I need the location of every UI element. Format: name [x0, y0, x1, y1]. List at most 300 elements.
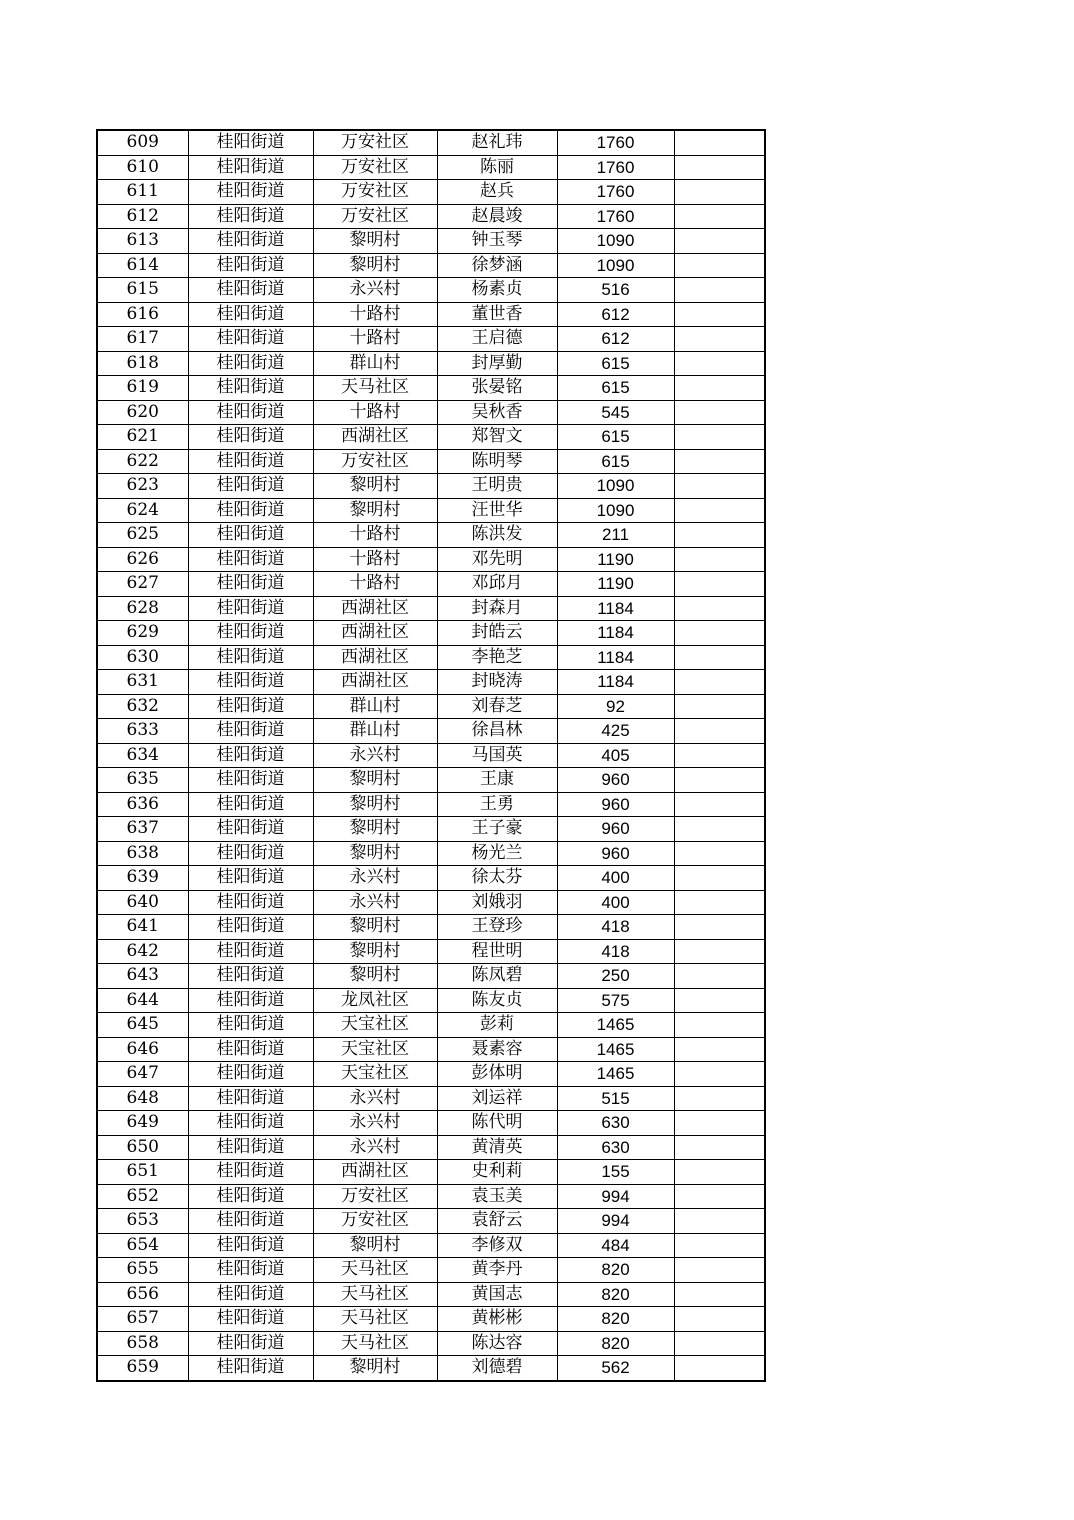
- community-cell: 黎明村: [313, 915, 437, 940]
- remark-cell: [674, 1135, 765, 1160]
- remark-cell: [674, 792, 765, 817]
- amount-cell: 92: [557, 694, 674, 719]
- row-number-cell: 643: [97, 964, 188, 989]
- remark-cell: [674, 915, 765, 940]
- street-cell: 桂阳街道: [188, 498, 313, 523]
- row-number-cell: 615: [97, 278, 188, 303]
- table-row: [97, 1062, 765, 1087]
- community-cell: 永兴村: [313, 1111, 437, 1136]
- remark-cell: [674, 866, 765, 891]
- person-name-cell: 王子豪: [437, 817, 557, 842]
- row-number-cell: 617: [97, 327, 188, 352]
- row-number-cell: 616: [97, 302, 188, 327]
- row-number-cell: 609: [97, 130, 188, 155]
- remark-cell: [674, 204, 765, 229]
- street-cell: 桂阳街道: [188, 327, 313, 352]
- community-cell: 永兴村: [313, 278, 437, 303]
- table-row: [97, 1209, 765, 1234]
- street-cell: 桂阳街道: [188, 964, 313, 989]
- table-row: [97, 1184, 765, 1209]
- table-row: [97, 596, 765, 621]
- amount-cell: 400: [557, 866, 674, 891]
- table-row: [97, 523, 765, 548]
- person-name-cell: 董世香: [437, 302, 557, 327]
- amount-cell: 1190: [557, 572, 674, 597]
- person-name-cell: 王勇: [437, 792, 557, 817]
- table-row: [97, 351, 765, 376]
- street-cell: 桂阳街道: [188, 1135, 313, 1160]
- amount-cell: 516: [557, 278, 674, 303]
- street-cell: 桂阳街道: [188, 1331, 313, 1356]
- row-number-cell: 647: [97, 1062, 188, 1087]
- community-cell: 天马社区: [313, 1282, 437, 1307]
- remark-cell: [674, 1086, 765, 1111]
- street-cell: 桂阳街道: [188, 768, 313, 793]
- remark-cell: [674, 229, 765, 254]
- row-number-cell: 652: [97, 1184, 188, 1209]
- street-cell: 桂阳街道: [188, 719, 313, 744]
- street-cell: 桂阳街道: [188, 645, 313, 670]
- community-cell: 群山村: [313, 351, 437, 376]
- amount-cell: 1190: [557, 547, 674, 572]
- remark-cell: [674, 939, 765, 964]
- community-cell: 十路村: [313, 400, 437, 425]
- amount-cell: 1090: [557, 229, 674, 254]
- amount-cell: 575: [557, 988, 674, 1013]
- community-cell: 永兴村: [313, 743, 437, 768]
- person-name-cell: 陈代明: [437, 1111, 557, 1136]
- row-number-cell: 631: [97, 670, 188, 695]
- person-name-cell: 赵兵: [437, 180, 557, 205]
- amount-cell: 1760: [557, 155, 674, 180]
- community-cell: 西湖社区: [313, 645, 437, 670]
- row-number-cell: 646: [97, 1037, 188, 1062]
- row-number-cell: 624: [97, 498, 188, 523]
- amount-cell: 615: [557, 425, 674, 450]
- community-cell: 万安社区: [313, 130, 437, 155]
- community-cell: 黎明村: [313, 792, 437, 817]
- amount-cell: 630: [557, 1135, 674, 1160]
- row-number-cell: 622: [97, 449, 188, 474]
- community-cell: 万安社区: [313, 180, 437, 205]
- community-cell: 西湖社区: [313, 1160, 437, 1185]
- community-cell: 西湖社区: [313, 670, 437, 695]
- amount-cell: 1465: [557, 1062, 674, 1087]
- remark-cell: [674, 841, 765, 866]
- street-cell: 桂阳街道: [188, 670, 313, 695]
- remark-cell: [674, 768, 765, 793]
- amount-cell: 994: [557, 1184, 674, 1209]
- table-body: [97, 130, 765, 1381]
- amount-cell: 155: [557, 1160, 674, 1185]
- amount-cell: 1465: [557, 1013, 674, 1038]
- street-cell: 桂阳街道: [188, 743, 313, 768]
- street-cell: 桂阳街道: [188, 890, 313, 915]
- row-number-cell: 630: [97, 645, 188, 670]
- community-cell: 万安社区: [313, 1209, 437, 1234]
- table-row: [97, 498, 765, 523]
- row-number-cell: 629: [97, 621, 188, 646]
- person-name-cell: 马国英: [437, 743, 557, 768]
- street-cell: 桂阳街道: [188, 1037, 313, 1062]
- remark-cell: [674, 1233, 765, 1258]
- row-number-cell: 656: [97, 1282, 188, 1307]
- remark-cell: [674, 253, 765, 278]
- community-cell: 黎明村: [313, 768, 437, 793]
- row-number-cell: 639: [97, 866, 188, 891]
- amount-cell: 630: [557, 1111, 674, 1136]
- street-cell: 桂阳街道: [188, 351, 313, 376]
- community-cell: 黎明村: [313, 229, 437, 254]
- table-row: [97, 1307, 765, 1332]
- remark-cell: [674, 890, 765, 915]
- amount-cell: 820: [557, 1307, 674, 1332]
- community-cell: 天马社区: [313, 1307, 437, 1332]
- amount-cell: 1760: [557, 130, 674, 155]
- person-name-cell: 李修双: [437, 1233, 557, 1258]
- community-cell: 西湖社区: [313, 621, 437, 646]
- person-name-cell: 赵礼玮: [437, 130, 557, 155]
- row-number-cell: 642: [97, 939, 188, 964]
- row-number-cell: 612: [97, 204, 188, 229]
- community-cell: 天宝社区: [313, 1037, 437, 1062]
- remark-cell: [674, 130, 765, 155]
- person-name-cell: 封森月: [437, 596, 557, 621]
- amount-cell: 612: [557, 302, 674, 327]
- person-name-cell: 王明贵: [437, 474, 557, 499]
- street-cell: 桂阳街道: [188, 400, 313, 425]
- community-cell: 万安社区: [313, 449, 437, 474]
- person-name-cell: 邓先明: [437, 547, 557, 572]
- person-name-cell: 吴秋香: [437, 400, 557, 425]
- person-name-cell: 陈丽: [437, 155, 557, 180]
- person-name-cell: 聂素容: [437, 1037, 557, 1062]
- street-cell: 桂阳街道: [188, 1086, 313, 1111]
- street-cell: 桂阳街道: [188, 204, 313, 229]
- person-name-cell: 徐太芬: [437, 866, 557, 891]
- amount-cell: 484: [557, 1233, 674, 1258]
- person-name-cell: 封皓云: [437, 621, 557, 646]
- community-cell: 黎明村: [313, 817, 437, 842]
- amount-cell: 418: [557, 915, 674, 940]
- remark-cell: [674, 351, 765, 376]
- table-row: [97, 180, 765, 205]
- row-number-cell: 614: [97, 253, 188, 278]
- table-row: [97, 1356, 765, 1381]
- street-cell: 桂阳街道: [188, 866, 313, 891]
- street-cell: 桂阳街道: [188, 596, 313, 621]
- amount-cell: 400: [557, 890, 674, 915]
- remark-cell: [674, 1331, 765, 1356]
- amount-cell: 1184: [557, 596, 674, 621]
- person-name-cell: 王康: [437, 768, 557, 793]
- table-row: [97, 155, 765, 180]
- row-number-cell: 655: [97, 1258, 188, 1283]
- table-row: [97, 719, 765, 744]
- remark-cell: [674, 1356, 765, 1381]
- street-cell: 桂阳街道: [188, 547, 313, 572]
- remark-cell: [674, 302, 765, 327]
- remark-cell: [674, 425, 765, 450]
- remark-cell: [674, 155, 765, 180]
- amount-cell: 1760: [557, 180, 674, 205]
- remark-cell: [674, 376, 765, 401]
- remark-cell: [674, 670, 765, 695]
- amount-cell: 1184: [557, 645, 674, 670]
- amount-cell: 418: [557, 939, 674, 964]
- remark-cell: [674, 1013, 765, 1038]
- person-name-cell: 彭体明: [437, 1062, 557, 1087]
- row-number-cell: 636: [97, 792, 188, 817]
- amount-cell: 250: [557, 964, 674, 989]
- row-number-cell: 610: [97, 155, 188, 180]
- row-number-cell: 659: [97, 1356, 188, 1381]
- amount-cell: 960: [557, 792, 674, 817]
- street-cell: 桂阳街道: [188, 915, 313, 940]
- row-number-cell: 649: [97, 1111, 188, 1136]
- street-cell: 桂阳街道: [188, 1233, 313, 1258]
- row-number-cell: 650: [97, 1135, 188, 1160]
- table-row: [97, 841, 765, 866]
- table-row: [97, 694, 765, 719]
- person-name-cell: 黄清英: [437, 1135, 557, 1160]
- table-row: [97, 743, 765, 768]
- person-name-cell: 陈洪发: [437, 523, 557, 548]
- remark-cell: [674, 400, 765, 425]
- row-number-cell: 658: [97, 1331, 188, 1356]
- street-cell: 桂阳街道: [188, 130, 313, 155]
- community-cell: 黎明村: [313, 253, 437, 278]
- street-cell: 桂阳街道: [188, 523, 313, 548]
- person-name-cell: 刘德碧: [437, 1356, 557, 1381]
- amount-cell: 960: [557, 768, 674, 793]
- street-cell: 桂阳街道: [188, 1013, 313, 1038]
- community-cell: 永兴村: [313, 890, 437, 915]
- table-row: [97, 915, 765, 940]
- table-row: [97, 376, 765, 401]
- person-name-cell: 杨素贞: [437, 278, 557, 303]
- row-number-cell: 638: [97, 841, 188, 866]
- table-row: [97, 130, 765, 155]
- person-name-cell: 徐梦涵: [437, 253, 557, 278]
- street-cell: 桂阳街道: [188, 229, 313, 254]
- street-cell: 桂阳街道: [188, 376, 313, 401]
- amount-cell: 1090: [557, 474, 674, 499]
- community-cell: 天马社区: [313, 376, 437, 401]
- remark-cell: [674, 449, 765, 474]
- table-row: [97, 645, 765, 670]
- street-cell: 桂阳街道: [188, 1282, 313, 1307]
- person-name-cell: 封晓涛: [437, 670, 557, 695]
- amount-cell: 1465: [557, 1037, 674, 1062]
- table-row: [97, 964, 765, 989]
- amount-cell: 615: [557, 449, 674, 474]
- table-row: [97, 1013, 765, 1038]
- remark-cell: [674, 743, 765, 768]
- amount-cell: 612: [557, 327, 674, 352]
- table-row: [97, 400, 765, 425]
- person-name-cell: 黄彬彬: [437, 1307, 557, 1332]
- row-number-cell: 628: [97, 596, 188, 621]
- amount-cell: 515: [557, 1086, 674, 1111]
- person-name-cell: 陈达容: [437, 1331, 557, 1356]
- community-cell: 黎明村: [313, 1356, 437, 1381]
- street-cell: 桂阳街道: [188, 817, 313, 842]
- row-number-cell: 627: [97, 572, 188, 597]
- remark-cell: [674, 719, 765, 744]
- table-row: [97, 1135, 765, 1160]
- person-name-cell: 邓邱月: [437, 572, 557, 597]
- community-cell: 群山村: [313, 719, 437, 744]
- amount-cell: 1184: [557, 621, 674, 646]
- street-cell: 桂阳街道: [188, 1356, 313, 1381]
- remark-cell: [674, 278, 765, 303]
- person-name-cell: 杨光兰: [437, 841, 557, 866]
- row-number-cell: 618: [97, 351, 188, 376]
- remark-cell: [674, 523, 765, 548]
- person-name-cell: 陈友贞: [437, 988, 557, 1013]
- community-cell: 十路村: [313, 302, 437, 327]
- street-cell: 桂阳街道: [188, 155, 313, 180]
- table-row: [97, 1282, 765, 1307]
- table-row: [97, 229, 765, 254]
- person-name-cell: 黄李丹: [437, 1258, 557, 1283]
- community-cell: 永兴村: [313, 1086, 437, 1111]
- community-cell: 黎明村: [313, 939, 437, 964]
- row-number-cell: 640: [97, 890, 188, 915]
- street-cell: 桂阳街道: [188, 180, 313, 205]
- table-row: [97, 1160, 765, 1185]
- remark-cell: [674, 621, 765, 646]
- amount-cell: 615: [557, 351, 674, 376]
- person-name-cell: 黄国志: [437, 1282, 557, 1307]
- remark-cell: [674, 180, 765, 205]
- person-name-cell: 王登珍: [437, 915, 557, 940]
- community-cell: 万安社区: [313, 155, 437, 180]
- amount-cell: 425: [557, 719, 674, 744]
- street-cell: 桂阳街道: [188, 278, 313, 303]
- amount-cell: 405: [557, 743, 674, 768]
- community-cell: 天马社区: [313, 1331, 437, 1356]
- remark-cell: [674, 572, 765, 597]
- table-row: [97, 988, 765, 1013]
- community-cell: 群山村: [313, 694, 437, 719]
- amount-cell: 1090: [557, 253, 674, 278]
- amount-cell: 1760: [557, 204, 674, 229]
- person-name-cell: 张晏铭: [437, 376, 557, 401]
- remark-cell: [674, 1037, 765, 1062]
- amount-cell: 545: [557, 400, 674, 425]
- row-number-cell: 632: [97, 694, 188, 719]
- row-number-cell: 619: [97, 376, 188, 401]
- table-row: [97, 817, 765, 842]
- street-cell: 桂阳街道: [188, 474, 313, 499]
- table-row: [97, 792, 765, 817]
- person-name-cell: 刘运祥: [437, 1086, 557, 1111]
- table-row: [97, 670, 765, 695]
- person-name-cell: 钟玉琴: [437, 229, 557, 254]
- data-table: [96, 129, 766, 1382]
- amount-cell: 820: [557, 1282, 674, 1307]
- remark-cell: [674, 547, 765, 572]
- amount-cell: 615: [557, 376, 674, 401]
- street-cell: 桂阳街道: [188, 1184, 313, 1209]
- community-cell: 天宝社区: [313, 1062, 437, 1087]
- table-row: [97, 1111, 765, 1136]
- community-cell: 黎明村: [313, 474, 437, 499]
- table-row: [97, 449, 765, 474]
- table-row: [97, 204, 765, 229]
- community-cell: 十路村: [313, 572, 437, 597]
- table-row: [97, 547, 765, 572]
- community-cell: 西湖社区: [313, 596, 437, 621]
- remark-cell: [674, 1258, 765, 1283]
- remark-cell: [674, 964, 765, 989]
- table-row: [97, 1331, 765, 1356]
- row-number-cell: 621: [97, 425, 188, 450]
- table-row: [97, 1258, 765, 1283]
- amount-cell: 820: [557, 1258, 674, 1283]
- table-row: [97, 302, 765, 327]
- table-row: [97, 1037, 765, 1062]
- street-cell: 桂阳街道: [188, 1307, 313, 1332]
- street-cell: 桂阳街道: [188, 425, 313, 450]
- street-cell: 桂阳街道: [188, 449, 313, 474]
- row-number-cell: 654: [97, 1233, 188, 1258]
- table-row: [97, 425, 765, 450]
- community-cell: 黎明村: [313, 964, 437, 989]
- person-name-cell: 袁玉美: [437, 1184, 557, 1209]
- amount-cell: 562: [557, 1356, 674, 1381]
- amount-cell: 1090: [557, 498, 674, 523]
- row-number-cell: 648: [97, 1086, 188, 1111]
- street-cell: 桂阳街道: [188, 841, 313, 866]
- row-number-cell: 620: [97, 400, 188, 425]
- person-name-cell: 史利莉: [437, 1160, 557, 1185]
- row-number-cell: 637: [97, 817, 188, 842]
- person-name-cell: 刘娥羽: [437, 890, 557, 915]
- remark-cell: [674, 1209, 765, 1234]
- row-number-cell: 645: [97, 1013, 188, 1038]
- person-name-cell: 程世明: [437, 939, 557, 964]
- remark-cell: [674, 817, 765, 842]
- community-cell: 天宝社区: [313, 1013, 437, 1038]
- row-number-cell: 634: [97, 743, 188, 768]
- row-number-cell: 653: [97, 1209, 188, 1234]
- street-cell: 桂阳街道: [188, 988, 313, 1013]
- street-cell: 桂阳街道: [188, 302, 313, 327]
- table-row: [97, 278, 765, 303]
- table-row: [97, 474, 765, 499]
- person-name-cell: 徐昌林: [437, 719, 557, 744]
- person-name-cell: 陈凤碧: [437, 964, 557, 989]
- remark-cell: [674, 1282, 765, 1307]
- row-number-cell: 657: [97, 1307, 188, 1332]
- row-number-cell: 633: [97, 719, 188, 744]
- street-cell: 桂阳街道: [188, 1111, 313, 1136]
- row-number-cell: 613: [97, 229, 188, 254]
- amount-cell: 211: [557, 523, 674, 548]
- remark-cell: [674, 498, 765, 523]
- row-number-cell: 611: [97, 180, 188, 205]
- table-row: [97, 939, 765, 964]
- person-name-cell: 刘春芝: [437, 694, 557, 719]
- amount-cell: 994: [557, 1209, 674, 1234]
- person-name-cell: 封厚勤: [437, 351, 557, 376]
- person-name-cell: 赵晨竣: [437, 204, 557, 229]
- street-cell: 桂阳街道: [188, 1062, 313, 1087]
- community-cell: 十路村: [313, 547, 437, 572]
